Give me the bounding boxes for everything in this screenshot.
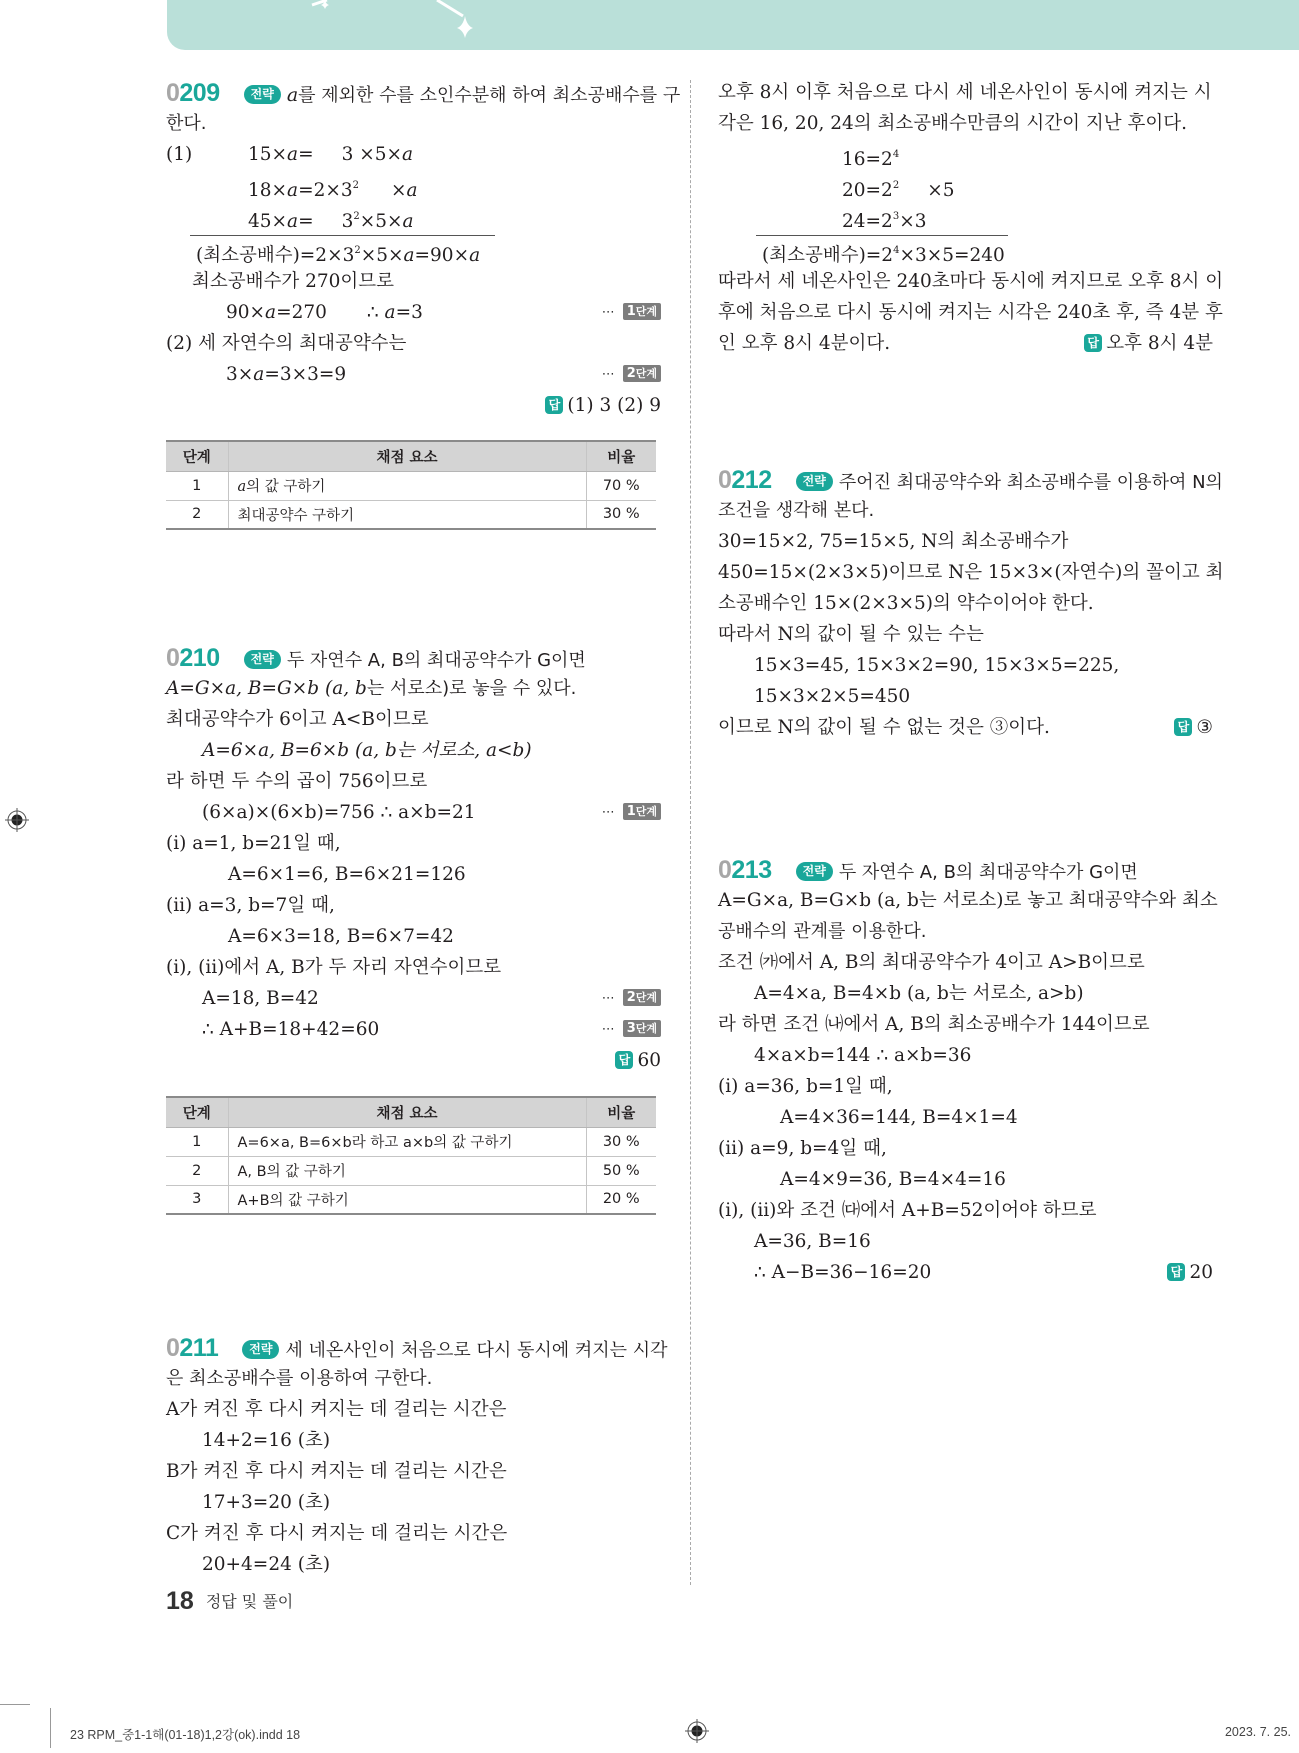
lcm-line: (최소공배수)$=2\times 3^2\times 5\times a=90\times a$ bbox=[196, 245, 481, 266]
answer: 답 오후 8시 4분 bbox=[1084, 329, 1213, 359]
answer-icon: 답 bbox=[545, 396, 563, 414]
strategy-badge: 전략 bbox=[244, 85, 281, 104]
table-row: 1 A=6×a, B=6×b라 하고 a×b의 값 구하기 30 % bbox=[166, 1127, 656, 1156]
problem-number: 0211 bbox=[166, 1334, 219, 1362]
problem-number: 0210 bbox=[166, 644, 220, 672]
page-title: 정답 및 풀이 bbox=[205, 1592, 294, 1611]
step-3-marker: ⋯ 3단계 bbox=[602, 1015, 661, 1045]
crop-mark bbox=[0, 1704, 30, 1705]
problem-header: 0211 전략 세 네온사인이 처음으로 다시 동시에 켜지는 시각 bbox=[166, 1334, 668, 1362]
scoring-table: 단계 채점 요소 비율 1 A=6×a, B=6×b라 하고 a×b의 값 구하기 30 % 2 A, B의 값 구하기 50 % 3 A+B의 값 구하기 20 % bbox=[166, 1096, 656, 1215]
lcm-line: (최소공배수)$=2^4\times 3\times 5=240$ bbox=[762, 245, 1005, 266]
answer-icon: 답 bbox=[1167, 1263, 1185, 1281]
answer: 답 (1) 3 (2) 9 bbox=[545, 391, 661, 421]
answer: 답 60 bbox=[615, 1046, 661, 1076]
constellation-icon bbox=[167, 0, 1299, 50]
scoring-table: 단계 채점 요소 비율 1 a의 값 구하기 70 % 2 최대공약수 구하기 30 % bbox=[166, 440, 656, 530]
factor-row: $24=2^3\times 3$ bbox=[842, 211, 927, 232]
answer-icon: 답 bbox=[615, 1051, 633, 1069]
table-row: 1 a의 값 구하기 70 % bbox=[166, 471, 656, 500]
factor-row: $20=2^2 \times 5$ bbox=[842, 180, 955, 201]
table-row: 2 최대공약수 구하기 30 % bbox=[166, 500, 656, 529]
problem-header: 0209 전략 a를 제외한 수를 소인수분해 하여 최소공배수를 구 bbox=[166, 79, 681, 107]
answer: 답 20 bbox=[1167, 1258, 1213, 1288]
answer: 답 ③ bbox=[1174, 713, 1213, 743]
page-number: 18 bbox=[166, 1587, 194, 1615]
factor-row: $45\times a= 3^2\times 5\times a$ bbox=[248, 211, 414, 232]
step-2-marker: ⋯ 2단계 bbox=[602, 984, 661, 1014]
crop-mark bbox=[50, 1708, 51, 1748]
print-slug-date: 2023. 7. 25. bbox=[1224, 1725, 1291, 1739]
problem-header: 0213 전략 두 자연수 A, B의 최대공약수가 G이면 bbox=[718, 856, 1138, 884]
table-row: 3 A+B의 값 구하기 20 % bbox=[166, 1185, 656, 1214]
answer-icon: 답 bbox=[1084, 334, 1102, 352]
problem-header: 0212 전략 주어진 최대공약수와 최소공배수를 이용하여 N의 bbox=[718, 466, 1223, 494]
step-2-marker: ⋯ 2단계 bbox=[602, 360, 661, 390]
strategy-badge: 전략 bbox=[796, 472, 833, 491]
header-band bbox=[167, 0, 1299, 50]
solve-a: 90×a=270 ∴ a=3 bbox=[226, 302, 423, 323]
strategy-badge: 전략 bbox=[796, 862, 833, 881]
step-1-marker: ⋯ 1단계 bbox=[602, 298, 661, 328]
strategy-badge: 전략 bbox=[244, 650, 281, 669]
step-1-marker: ⋯ 1단계 bbox=[602, 798, 661, 828]
column-divider bbox=[690, 80, 691, 1585]
factor-row: $16=2^4$ bbox=[842, 149, 900, 170]
factor-row: 15×a= 3 ×5×a bbox=[248, 144, 414, 165]
table-row: 2 A, B의 값 구하기 50 % bbox=[166, 1156, 656, 1185]
print-slug-file: 23 RPM_중1-1해(01-18)1,2강(ok).indd 18 bbox=[70, 1728, 301, 1742]
factor-row: $18\times a=2\times 3^2 \times a$ bbox=[248, 180, 418, 201]
problem-number: 0209 bbox=[166, 79, 220, 107]
problem-number: 0213 bbox=[718, 856, 772, 884]
page-footer bbox=[166, 1587, 293, 1616]
strategy-badge: 전략 bbox=[242, 1340, 279, 1359]
problem-number: 0212 bbox=[718, 466, 772, 494]
registration-mark-icon bbox=[5, 808, 29, 832]
answer-icon: 답 bbox=[1174, 718, 1192, 736]
problem-header: 0210 전략 두 자연수 A, B의 최대공약수가 G이면 bbox=[166, 644, 586, 672]
gcd-line: 3×a=3×3=9 bbox=[226, 364, 347, 385]
registration-mark-icon bbox=[685, 1719, 709, 1743]
